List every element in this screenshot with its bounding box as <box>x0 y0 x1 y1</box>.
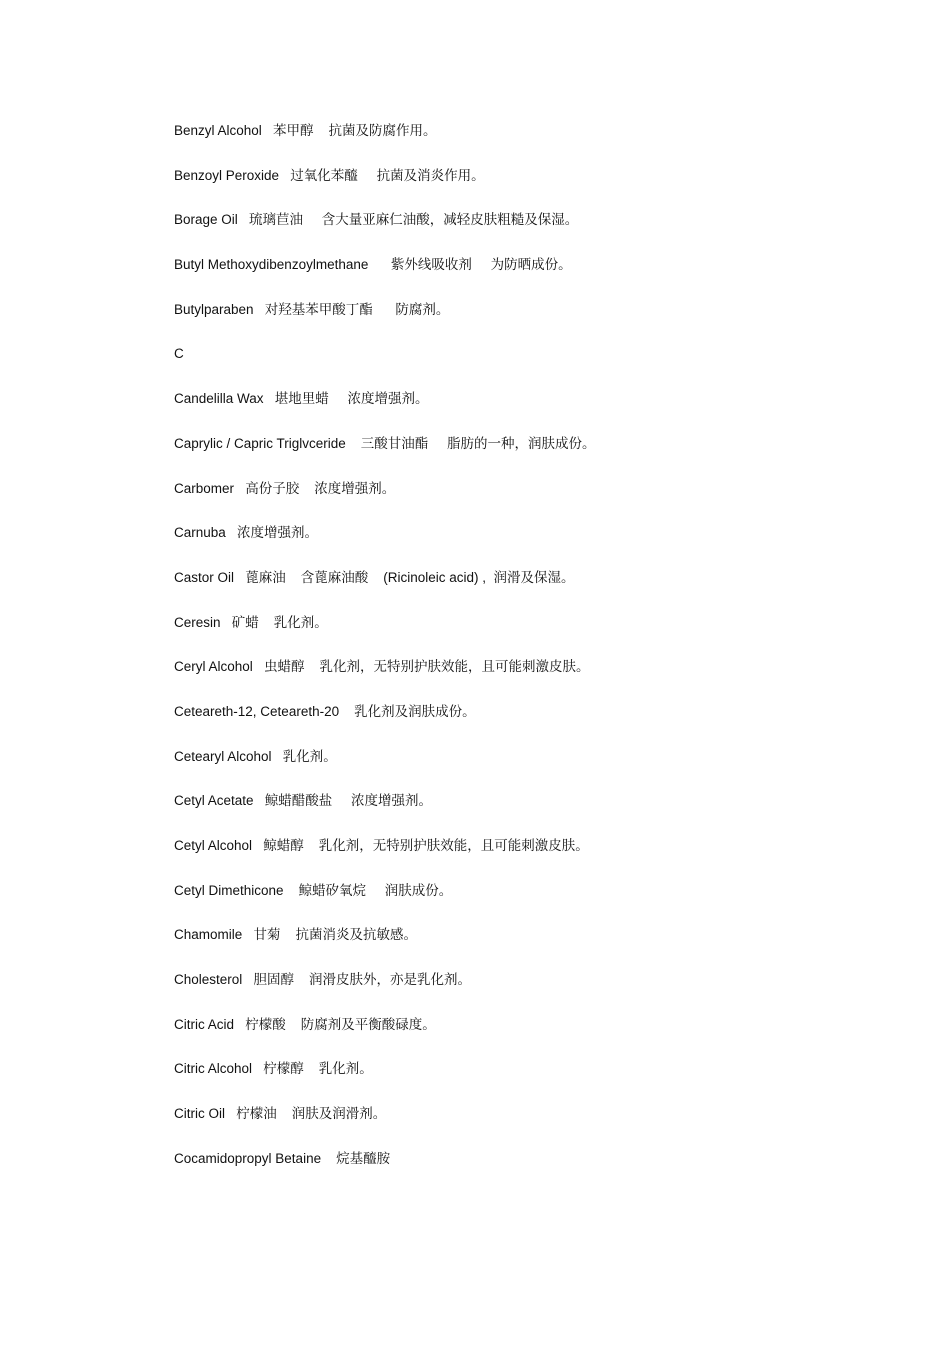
entry-cetyl-acetate: Cetyl Acetate 鲸蜡醋酸盐 浓度增强剂。 <box>174 793 433 809</box>
entry-butyl-methoxydibenzoylmethane: Butyl Methoxydibenzoylmethane 紫外线吸收剂 为防晒成份。 <box>174 257 572 273</box>
entry-cholesterol: Cholesterol 胆固醇 润滑皮肤外，亦是乳化剂。 <box>174 972 472 988</box>
entry-ceryl-alcohol: Ceryl Alcohol 虫蜡醇 乳化剂，无特别护肤效能，且可能刺激皮肤。 <box>174 659 590 675</box>
entry-carnuba: Carnuba 浓度增强剂。 <box>174 525 319 541</box>
entry-cetearyl-alcohol: Cetearyl Alcohol 乳化剂。 <box>174 748 337 764</box>
entry-carbomer: Carbomer 高份子胶 浓度增强剂。 <box>174 480 396 496</box>
entry-benzoyl-peroxide: Benzoyl Peroxide 过氧化苯醯 抗菌及消炎作用。 <box>174 167 485 183</box>
entry-cocamidopropyl-betaine: Cocamidopropyl Betaine 烷基醯胺 <box>174 1150 391 1166</box>
entry-citric-alcohol: Citric Alcohol 柠檬醇 乳化剂。 <box>174 1061 373 1077</box>
entry-citric-oil: Citric Oil 柠檬油 润肤及润滑剂。 <box>174 1106 387 1122</box>
entry-ceteareth: Ceteareth-12, Ceteareth-20 乳化剂及润肤成份。 <box>174 703 476 719</box>
entry-cetyl-alcohol: Cetyl Alcohol 鲸蜡醇 乳化剂，无特别护肤效能，且可能刺激皮肤。 <box>174 838 589 853</box>
entry-candelilla-wax: Candelilla Wax 堪地里蜡 浓度增强剂。 <box>174 391 429 407</box>
entry-borage-oil: Borage Oil 琉璃苣油 含大量亚麻仁油酸，减轻皮肤粗糙及保湿。 <box>174 212 579 228</box>
entry-citric-acid: Citric Acid 柠檬酸 防腐剂及平衡酸碌度。 <box>174 1016 436 1032</box>
section-letter-c: C <box>174 346 184 362</box>
entry-caprylic-capric-triglyceride: Caprylic / Capric Triglvceride 三酸甘油酯 脂肪的一种，润肤成份。 <box>174 435 596 451</box>
entry-ceresin: Ceresin 矿蜡 乳化剂。 <box>174 614 328 630</box>
entry-cetyl-dimethicone: Cetyl Dimethicone 鲸蜡矽氧烷 润肤成份。 <box>174 882 453 898</box>
entry-chamomile: Chamomile 甘菊 抗菌消炎及抗敏感。 <box>174 927 418 943</box>
entry-benzyl-alcohol: Benzyl Alcohol 苯甲醇 抗菌及防腐作用。 <box>174 123 437 138</box>
entry-castor-oil: Castor Oil 蓖麻油 含蓖麻油酸 (Ricinoleic acid) , 润滑及保湿。 <box>174 569 575 585</box>
ingredient-list <box>174 120 596 1193</box>
entry-butylparaben: Butylparaben 对羟基苯甲酸丁酯 防腐剂。 <box>174 301 450 317</box>
